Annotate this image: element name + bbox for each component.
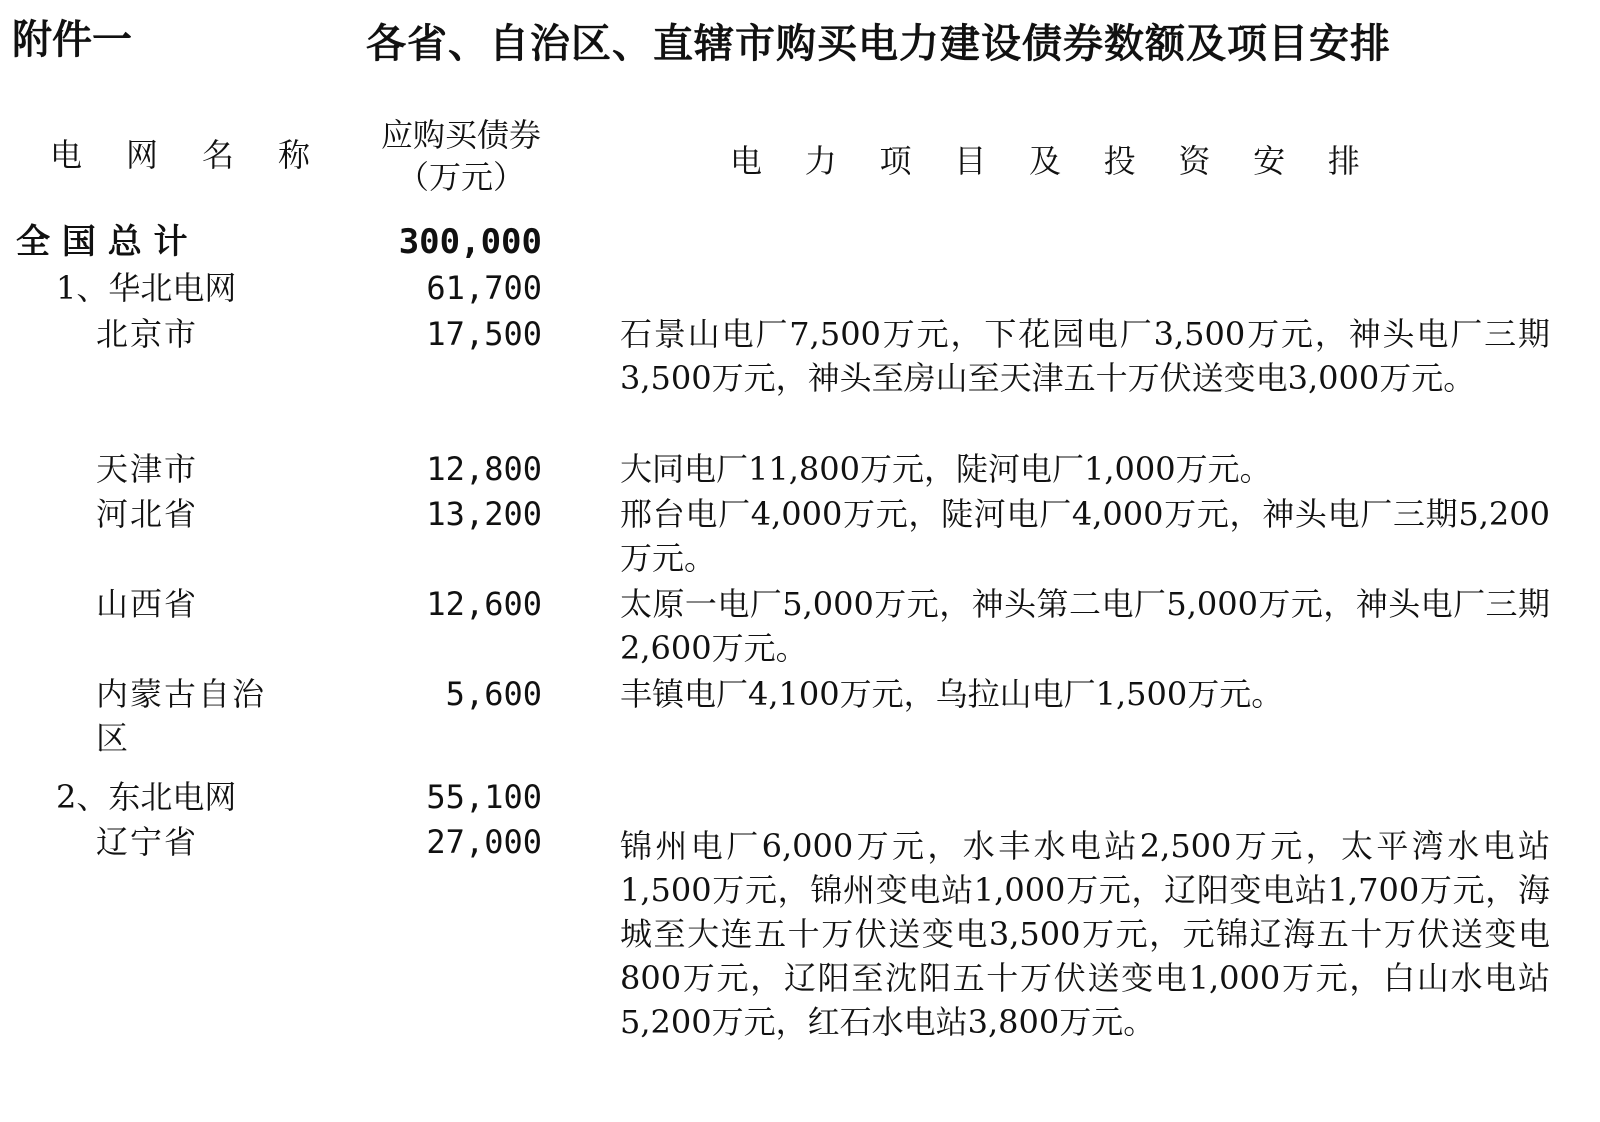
header-char: 力 (804, 142, 837, 180)
row-name: 辽宁省 (96, 823, 199, 861)
header-char: 电 (50, 136, 83, 174)
row-projects: 邢台电厂4,000万元，陡河电厂4,000万元，神头电厂三期5,200万元。 (620, 495, 1550, 577)
header-char: 排 (1327, 142, 1360, 180)
header-char: 及 (1028, 142, 1061, 180)
header-char: 资 (1178, 142, 1211, 180)
row-amount: 13,200 (426, 495, 542, 533)
total-char: 计 (153, 222, 188, 262)
attachment-label: 附件一 (12, 17, 132, 63)
row-amount: 17,500 (426, 315, 542, 353)
row-projects: 太原一电厂5,000万元，神头第二电厂5,000万元，神头电厂三期2,600万元。 (620, 585, 1550, 667)
header-char: 电 (730, 142, 763, 180)
row-name: 山西省 (96, 585, 199, 623)
document-title: 各省、自治区、直辖市购买电力建设债券数额及项目安排 (366, 21, 1391, 67)
row-name: 1、华北电网 (56, 269, 237, 307)
row-name: 2、东北电网 (56, 778, 237, 816)
amount-header-line1: 应购买债券 (380, 116, 541, 154)
row-amount: 27,000 (426, 823, 542, 861)
row-projects: 丰镇电厂4,100万元，乌拉山电厂1,500万元。 (620, 675, 1284, 713)
header-char: 目 (954, 142, 987, 180)
row-projects: 锦州电厂6,000万元，水丰水电站2,500万元，太平湾水电站1,500万元，锦州变电站1,000万元，辽阳变电站1,700万元，海城至大连五十万伏送变电3,500万元，元锦辽海五十万伏送变电800万元，辽阳至沈阳五十万伏送变电1,000万元，白山水电站5,200万元，红石水电站3,800万元。 (620, 827, 1550, 1041)
row-name (16, 220, 188, 264)
row-name-line2: 区 (96, 719, 131, 757)
total-char: 国 (61, 222, 96, 262)
row-projects: 大同电厂11,800万元，陡河电厂1,000万元。 (620, 450, 1272, 488)
header-char: 称 (277, 136, 310, 174)
row-name (96, 672, 266, 760)
header-char: 安 (1253, 142, 1286, 180)
row-amount: 300,000 (398, 222, 542, 262)
total-char: 总 (107, 222, 142, 262)
header-char: 网 (125, 136, 158, 174)
row-name: 北京市 (96, 315, 199, 353)
row-amount: 61,700 (426, 269, 542, 307)
total-char: 全 (16, 222, 50, 262)
column-header-amount (366, 114, 556, 198)
row-amount: 12,800 (426, 450, 542, 488)
amount-header-line2: （万元） (396, 158, 525, 196)
row-amount: 5,600 (445, 675, 542, 713)
column-header-grid-name (50, 130, 310, 176)
row-name: 天津市 (96, 450, 199, 488)
row-name-line1: 内蒙古自治 (96, 675, 267, 713)
row-amount: 12,600 (426, 585, 542, 623)
column-header-projects (730, 136, 1360, 182)
header-char: 项 (879, 142, 912, 180)
row-projects: 石景山电厂7,500万元，下花园电厂3,500万元，神头电厂三期3,500万元，神头至房山至天津五十万伏送变电3,000万元。 (620, 315, 1550, 397)
row-name: 河北省 (96, 495, 199, 533)
header-char: 名 (201, 136, 234, 174)
header-char: 投 (1103, 142, 1136, 180)
row-amount: 55,100 (426, 778, 542, 816)
